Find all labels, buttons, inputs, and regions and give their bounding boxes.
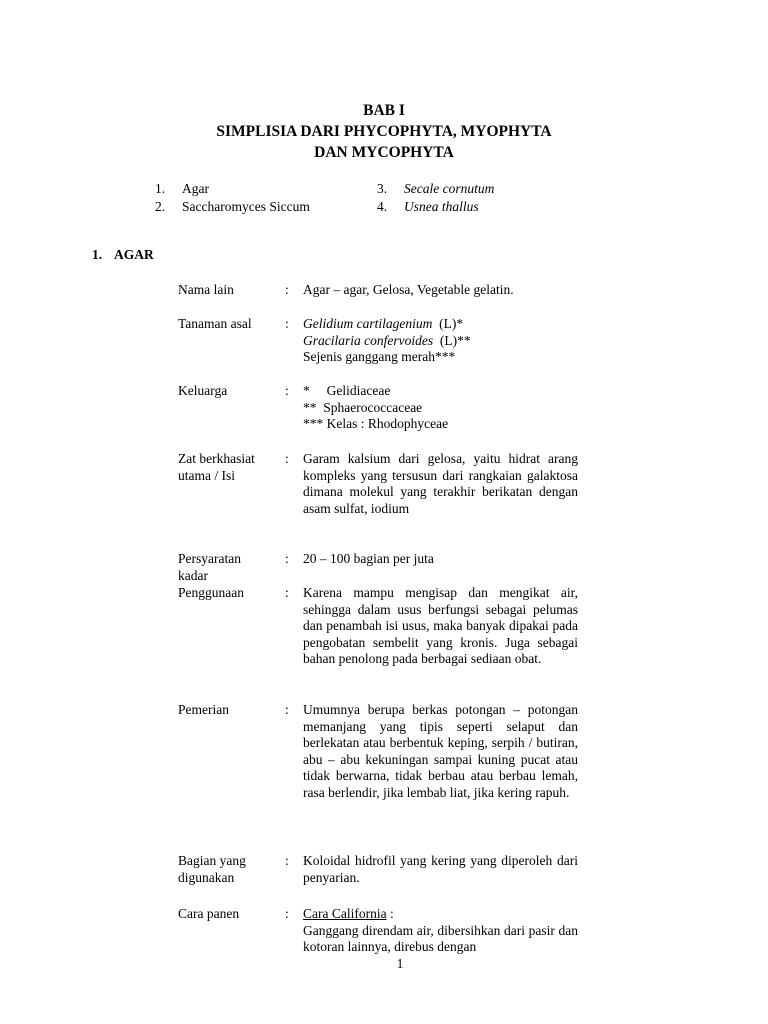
entry-value: Garam kalsium dari gelosa, yaitu hidrat arang kompleks yang tersusun dari rangkaian galaktosa dimana molekul yang terakhir berikatan dengan asam sulfat, iodium (303, 451, 578, 516)
section-number: 1. (92, 247, 103, 262)
entry-colon: : (285, 551, 289, 566)
entry-label-line: utama / Isi (178, 467, 235, 483)
entry-colon: : (285, 702, 289, 717)
method-heading: Cara California (303, 906, 387, 921)
entry-label (178, 853, 278, 886)
toc-text: Agar (182, 181, 209, 196)
entry-colon: : (285, 853, 289, 868)
entry-label: Keluarga (178, 383, 228, 398)
family-line: *** Kelas : Rhodophyceae (303, 416, 449, 431)
entry-label-line: Bagian yang (178, 853, 246, 868)
toc-number: 3. (377, 181, 388, 196)
entry-value: Koloidal hidrofil yang kering yang diperoleh dari penyarian. (303, 853, 578, 885)
method-heading-suffix: : (386, 906, 394, 921)
entry-colon: : (285, 451, 289, 466)
entry-colon: : (285, 282, 289, 297)
entry-colon: : (285, 316, 289, 331)
entry-label-line: kadar (178, 567, 208, 583)
toc-text: Secale cornutum (404, 181, 495, 196)
toc-number: 4. (377, 199, 388, 214)
entry-label: Tanaman asal (178, 316, 252, 331)
chapter-title-continued: DAN MYCOPHYTA (314, 144, 454, 161)
species-note: (L)* (432, 316, 464, 331)
toc-text: Usnea thallus (404, 199, 479, 214)
entry-label-line: Persyaratan (178, 551, 241, 566)
page-number: 1 (396, 956, 404, 971)
entry-value (303, 906, 578, 956)
entry-value: Agar – agar, Gelosa, Vegetable gelatin. (303, 282, 514, 297)
entry-label (178, 451, 278, 484)
entry-label-line: digunakan (178, 869, 235, 885)
entry-label: Pemerian (178, 702, 229, 717)
entry-value (303, 383, 578, 433)
entry-value: 20 – 100 bagian per juta (303, 551, 434, 566)
species-name: Gelidium cartilagenium (303, 316, 433, 331)
family-line: * Gelidiaceae (303, 383, 391, 398)
entry-colon: : (285, 383, 289, 398)
entry-label (178, 551, 278, 584)
entry-label: Nama lain (178, 282, 234, 297)
entry-label: Penggunaan (178, 585, 244, 600)
chapter-number: BAB I (363, 102, 405, 119)
section-title: AGAR (114, 247, 154, 262)
toc-number: 1. (155, 181, 166, 196)
species-name: Gracilaria confervoides (303, 332, 434, 348)
entry-colon: : (285, 906, 289, 921)
entry-label: Cara panen (178, 906, 240, 921)
entry-colon: : (285, 585, 289, 600)
species-note: (L)** (433, 332, 471, 348)
entry-value: Umumnya berupa berkas potongan – potongan memanjang yang tipis seperti selaput dan berlekatan atau berbentuk keping, serpih / butiran, abu – abu kekuningan sampai kuning pucat atau tidak berwarna, tidak berbau atau berbau lemah, rasa berlendir, jika lembab liat, jika kering rapuh. (303, 702, 578, 800)
entry-value (303, 316, 578, 366)
entry-label-line: Zat berkhasiat (178, 451, 255, 466)
toc-text: Saccharomyces Siccum (182, 199, 310, 214)
toc-number: 2. (155, 199, 166, 214)
species-description: Sejenis ganggang merah*** (303, 349, 456, 364)
method-text: Ganggang direndam air, dibersihkan dari pasir dan kotoran lainnya, direbus dengan (303, 922, 578, 954)
family-line: ** Sphaerococcaceae (303, 399, 423, 415)
chapter-title: SIMPLISIA DARI PHYCOPHYTA, MYOPHYTA (216, 123, 552, 140)
entry-value: Karena mampu mengisap dan mengikat air, sehingga dalam usus berfungsi sebagai pelumas dan penambah isi usus, maka banyak dipakai pada pengobatan sembelit yang kronis. Juga sebagai bahan penolong pada berbagai sediaan obat. (303, 585, 578, 666)
